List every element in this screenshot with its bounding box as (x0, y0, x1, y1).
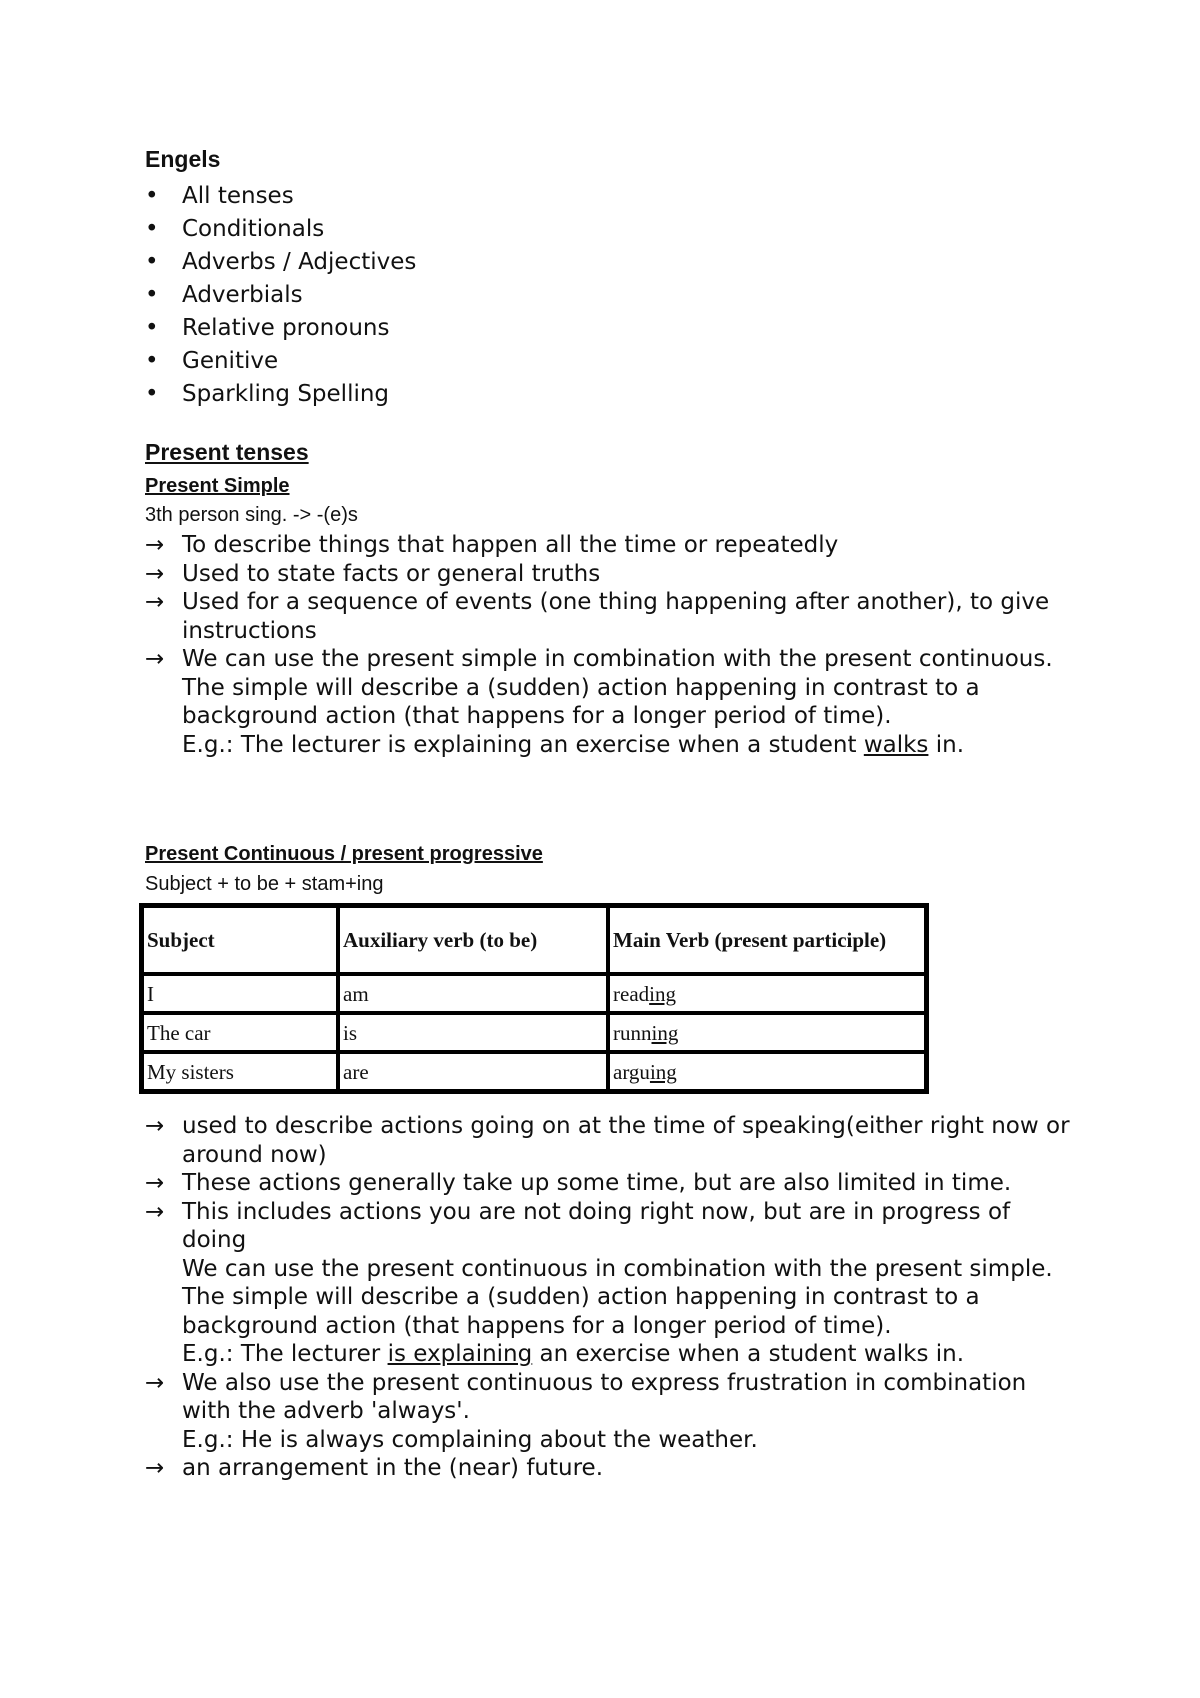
bullet-icon: • (145, 282, 159, 308)
list-item: • Adverbs / Adjectives (145, 246, 416, 279)
topic-list (145, 180, 416, 411)
list-item: → Used for a sequence of events (one thing happening after another), to give instructions (145, 589, 1050, 644)
list-item: → We can use the present simple in combination with the present continuous. The simple will describe a (sudden) action happening in contrast to a background action (that happens for a longer period of time). E.g.: The lecturer is explaining an exercise when a student walks in. (145, 646, 1053, 758)
table-cell: I (142, 974, 338, 1013)
table-header-row (142, 906, 926, 974)
table-cell: running (608, 1013, 926, 1052)
bullet-icon: • (145, 183, 159, 209)
table-row (142, 974, 926, 1013)
underlined-verb: is explaining (387, 1341, 533, 1367)
present-tenses-heading: Present tenses (145, 439, 309, 465)
table-row (142, 1052, 926, 1091)
table-cell: The car (142, 1013, 338, 1052)
list-item: • Relative pronouns (145, 312, 416, 345)
list-item: → We also use the present continuous to express frustration in combination with the adverb 'always'. E.g.: He is always complaining about the weather. (145, 1369, 1027, 1453)
present-simple-rule: 3th person sing. -> -(e)s (145, 504, 358, 526)
list-item: → an arrangement in the (near) future. (145, 1455, 604, 1481)
arrow-right-icon: → (145, 646, 165, 672)
table-cell: arguing (608, 1052, 926, 1091)
bullet-icon: • (145, 216, 159, 242)
list-item: → Used to state facts or general truths (145, 560, 601, 587)
table-header-cell: Auxiliary verb (to be) (338, 906, 608, 974)
list-item: • All tenses (145, 180, 416, 213)
table-row (142, 1013, 926, 1052)
list-item: • Genitive (145, 345, 416, 378)
table-cell: is (338, 1013, 608, 1052)
table-header-cell: Main Verb (present participle) (608, 906, 926, 974)
list-item: • Sparkling Spelling (145, 378, 416, 411)
example-line: E.g.: The lecturer is explaining an exercise when a student walks in. (182, 1341, 965, 1367)
ing-suffix: ing (649, 1059, 677, 1084)
list-item: → This includes actions you are not doing right now, but are in progress of doing We can use the present continuous in combination with the present simple. The simple will describe a (sudden) action happening in contrast to a background action (that happens for a longer period of time). E.g.: The lecturer is explaining an exercise when a student walks in. (145, 1198, 1053, 1367)
document-title: Engels (145, 146, 221, 172)
arrow-right-icon: → (145, 1369, 165, 1396)
ing-suffix: ing (651, 1020, 679, 1045)
table-cell: am (338, 974, 608, 1013)
arrow-right-icon: → (145, 1113, 165, 1139)
conjugation-table (139, 903, 929, 1094)
list-item: → used to describe actions going on at the time of speaking(either right now or around now) (145, 1113, 1070, 1168)
present-continuous-points (145, 1112, 1075, 1483)
present-simple-heading: Present Simple (145, 475, 290, 497)
arrow-right-icon: → (145, 532, 165, 558)
list-item: • Conditionals (145, 213, 416, 246)
bullet-icon: • (145, 348, 159, 374)
arrow-right-icon: → (145, 560, 165, 587)
arrow-right-icon: → (145, 1170, 165, 1196)
table-cell: are (338, 1052, 608, 1091)
list-item: → These actions generally take up some time, but are also limited in time. (145, 1170, 1012, 1196)
bullet-icon: • (145, 315, 159, 341)
example-line: E.g.: The lecturer is explaining an exercise when a student walks in. (182, 731, 965, 758)
table-header-cell: Subject (142, 906, 338, 974)
present-continuous-heading: Present Continuous / present progressive (145, 843, 543, 865)
present-simple-points (145, 531, 1075, 759)
table-cell: My sisters (142, 1052, 338, 1091)
list-item: • Adverbials (145, 279, 416, 312)
arrow-right-icon: → (145, 1198, 165, 1225)
table-cell: reading (608, 974, 926, 1013)
list-item: → To describe things that happen all the time or repeatedly (145, 532, 839, 558)
underlined-verb: walks (863, 731, 929, 758)
arrow-right-icon: → (145, 589, 165, 615)
ing-suffix: ing (649, 981, 676, 1006)
arrow-right-icon: → (145, 1455, 165, 1481)
present-continuous-rule: Subject + to be + stam+ing (145, 873, 384, 895)
bullet-icon: • (145, 249, 159, 275)
bullet-icon: • (145, 381, 159, 407)
